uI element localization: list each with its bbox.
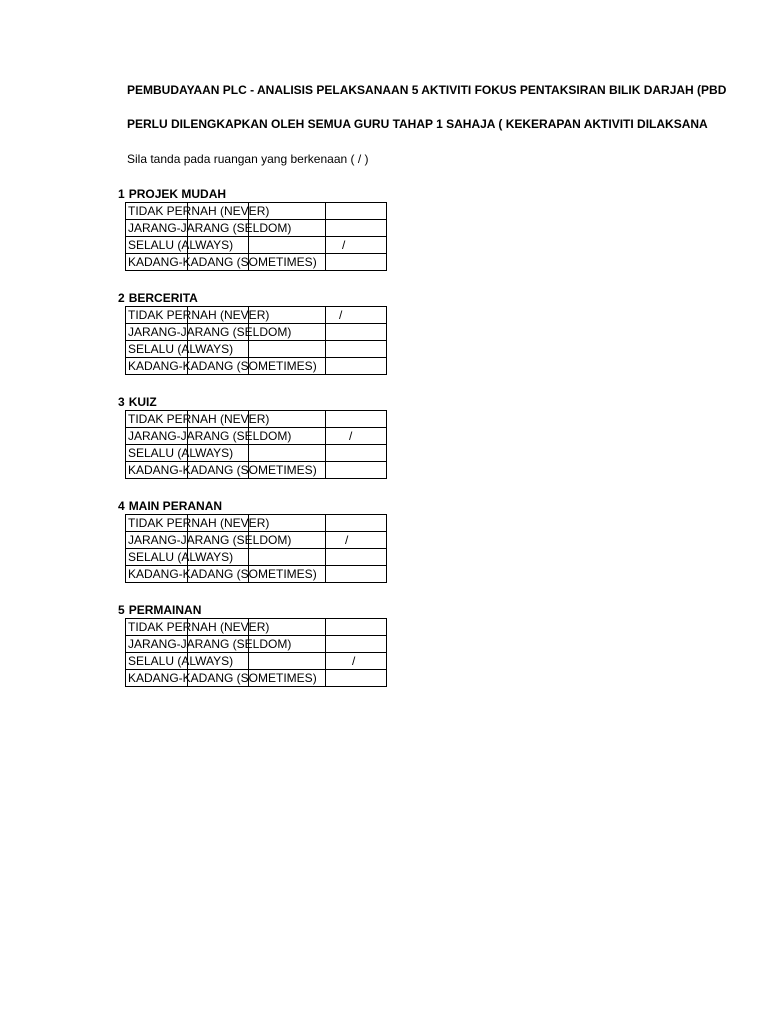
frequency-row xyxy=(126,341,387,358)
mark-cell[interactable] xyxy=(326,220,387,237)
mark-cell[interactable] xyxy=(326,254,387,271)
frequency-row xyxy=(126,358,387,375)
frequency-row xyxy=(126,566,387,583)
frequency-option-label: SELALU (ALWAYS) xyxy=(128,654,234,668)
tick-mark: / xyxy=(349,429,353,443)
tick-mark: / xyxy=(342,238,346,252)
mark-cell[interactable] xyxy=(326,619,387,636)
frequency-option-label: JARANG-JARANG (SELDOM) xyxy=(128,637,292,651)
frequency-row xyxy=(126,619,387,636)
mark-cell[interactable] xyxy=(326,237,387,254)
section-name: MAIN PERANAN xyxy=(128,499,223,513)
section-name: BERCERITA xyxy=(128,291,198,305)
section-heading xyxy=(118,498,387,514)
frequency-option-label: KADANG-KADANG (SOMETIMES) xyxy=(128,255,317,269)
frequency-option-cell xyxy=(126,220,326,237)
frequency-row xyxy=(126,203,387,220)
section-name: PROJEK MUDAH xyxy=(128,187,227,201)
frequency-row xyxy=(126,324,387,341)
frequency-row xyxy=(126,636,387,653)
mark-cell[interactable] xyxy=(326,515,387,532)
frequency-row xyxy=(126,411,387,428)
frequency-row xyxy=(126,254,387,271)
instruction-text: PERLU DILENGKAPKAN OLEH SEMUA GURU TAHAP 1 SAHAJA ( KEKERAPAN AKTIVITI DILAKSANA xyxy=(127,117,708,131)
activity-section xyxy=(118,498,387,583)
mark-cell[interactable] xyxy=(326,532,387,549)
frequency-option-cell xyxy=(126,670,326,687)
mark-cell[interactable] xyxy=(326,428,387,445)
frequency-option-label: TIDAK PERNAH (NEVER) xyxy=(128,204,270,218)
frequency-option-cell xyxy=(126,445,326,462)
frequency-row xyxy=(126,462,387,479)
mark-cell[interactable] xyxy=(326,653,387,670)
frequency-option-cell xyxy=(126,428,326,445)
tick-mark: / xyxy=(352,654,356,668)
frequency-row xyxy=(126,670,387,687)
section-heading xyxy=(118,186,387,202)
frequency-option-label: SELALU (ALWAYS) xyxy=(128,550,234,564)
activity-section xyxy=(118,602,387,687)
tick-mark: / xyxy=(339,308,343,322)
mark-cell[interactable] xyxy=(326,462,387,479)
frequency-option-label: JARANG-JARANG (SELDOM) xyxy=(128,533,292,547)
section-number: 5 xyxy=(118,603,125,617)
frequency-option-label: KADANG-KADANG (SOMETIMES) xyxy=(128,567,317,581)
frequency-row xyxy=(126,428,387,445)
section-number: 2 xyxy=(118,291,125,305)
frequency-option-cell xyxy=(126,341,326,358)
frequency-option-label: TIDAK PERNAH (NEVER) xyxy=(128,308,270,322)
frequency-option-label: SELALU (ALWAYS) xyxy=(128,342,234,356)
frequency-option-cell xyxy=(126,254,326,271)
frequency-option-label: TIDAK PERNAH (NEVER) xyxy=(128,620,270,634)
mark-cell[interactable] xyxy=(326,203,387,220)
mark-cell[interactable] xyxy=(326,358,387,375)
frequency-option-cell xyxy=(126,307,326,324)
frequency-option-cell xyxy=(126,619,326,636)
section-heading xyxy=(118,602,387,618)
frequency-option-cell xyxy=(126,653,326,670)
frequency-option-label: TIDAK PERNAH (NEVER) xyxy=(128,412,270,426)
section-heading xyxy=(118,394,387,410)
frequency-option-label: JARANG-JARANG (SELDOM) xyxy=(128,221,292,235)
frequency-option-cell xyxy=(126,532,326,549)
frequency-table xyxy=(125,514,387,583)
frequency-row xyxy=(126,445,387,462)
mark-cell[interactable] xyxy=(326,445,387,462)
frequency-option-cell xyxy=(126,411,326,428)
frequency-option-cell xyxy=(126,566,326,583)
frequency-option-label: TIDAK PERNAH (NEVER) xyxy=(128,516,270,530)
frequency-option-label: JARANG-JARANG (SELDOM) xyxy=(128,429,292,443)
frequency-option-label: SELALU (ALWAYS) xyxy=(128,446,234,460)
frequency-row xyxy=(126,532,387,549)
frequency-option-label: KADANG-KADANG (SOMETIMES) xyxy=(128,463,317,477)
frequency-option-cell xyxy=(126,237,326,254)
frequency-option-cell xyxy=(126,203,326,220)
frequency-row xyxy=(126,307,387,324)
activity-section xyxy=(118,290,387,375)
frequency-option-cell xyxy=(126,324,326,341)
activity-section xyxy=(118,186,387,271)
frequency-option-cell xyxy=(126,636,326,653)
frequency-option-label: JARANG-JARANG (SELDOM) xyxy=(128,325,292,339)
frequency-option-cell xyxy=(126,549,326,566)
mark-cell[interactable] xyxy=(326,549,387,566)
frequency-table xyxy=(125,618,387,687)
marking-note: Sila tanda pada ruangan yang berkenaan ( / ) xyxy=(127,152,369,166)
mark-cell[interactable] xyxy=(326,324,387,341)
frequency-table xyxy=(125,202,387,271)
frequency-option-cell xyxy=(126,358,326,375)
section-name: PERMAINAN xyxy=(128,603,202,617)
mark-cell[interactable] xyxy=(326,341,387,358)
mark-cell[interactable] xyxy=(326,670,387,687)
frequency-option-label: KADANG-KADANG (SOMETIMES) xyxy=(128,671,317,685)
frequency-option-label: KADANG-KADANG (SOMETIMES) xyxy=(128,359,317,373)
frequency-option-label: SELALU (ALWAYS) xyxy=(128,238,234,252)
frequency-row xyxy=(126,549,387,566)
frequency-row xyxy=(126,653,387,670)
frequency-table xyxy=(125,410,387,479)
frequency-option-cell xyxy=(126,515,326,532)
mark-cell[interactable] xyxy=(326,411,387,428)
frequency-row xyxy=(126,237,387,254)
mark-cell[interactable] xyxy=(326,566,387,583)
page-title: PEMBUDAYAAN PLC - ANALISIS PELAKSANAAN 5 AKTIVITI FOKUS PENTAKSIRAN BILIK DARJAH (PBD xyxy=(127,83,727,97)
activity-section xyxy=(118,394,387,479)
frequency-row xyxy=(126,220,387,237)
section-name: KUIZ xyxy=(128,395,157,409)
section-number: 4 xyxy=(118,499,125,513)
frequency-option-cell xyxy=(126,462,326,479)
frequency-table xyxy=(125,306,387,375)
tick-mark: / xyxy=(345,533,349,547)
section-number: 1 xyxy=(118,187,125,201)
frequency-row xyxy=(126,515,387,532)
mark-cell[interactable] xyxy=(326,636,387,653)
section-heading xyxy=(118,290,387,306)
mark-cell[interactable] xyxy=(326,307,387,324)
section-number: 3 xyxy=(118,395,125,409)
